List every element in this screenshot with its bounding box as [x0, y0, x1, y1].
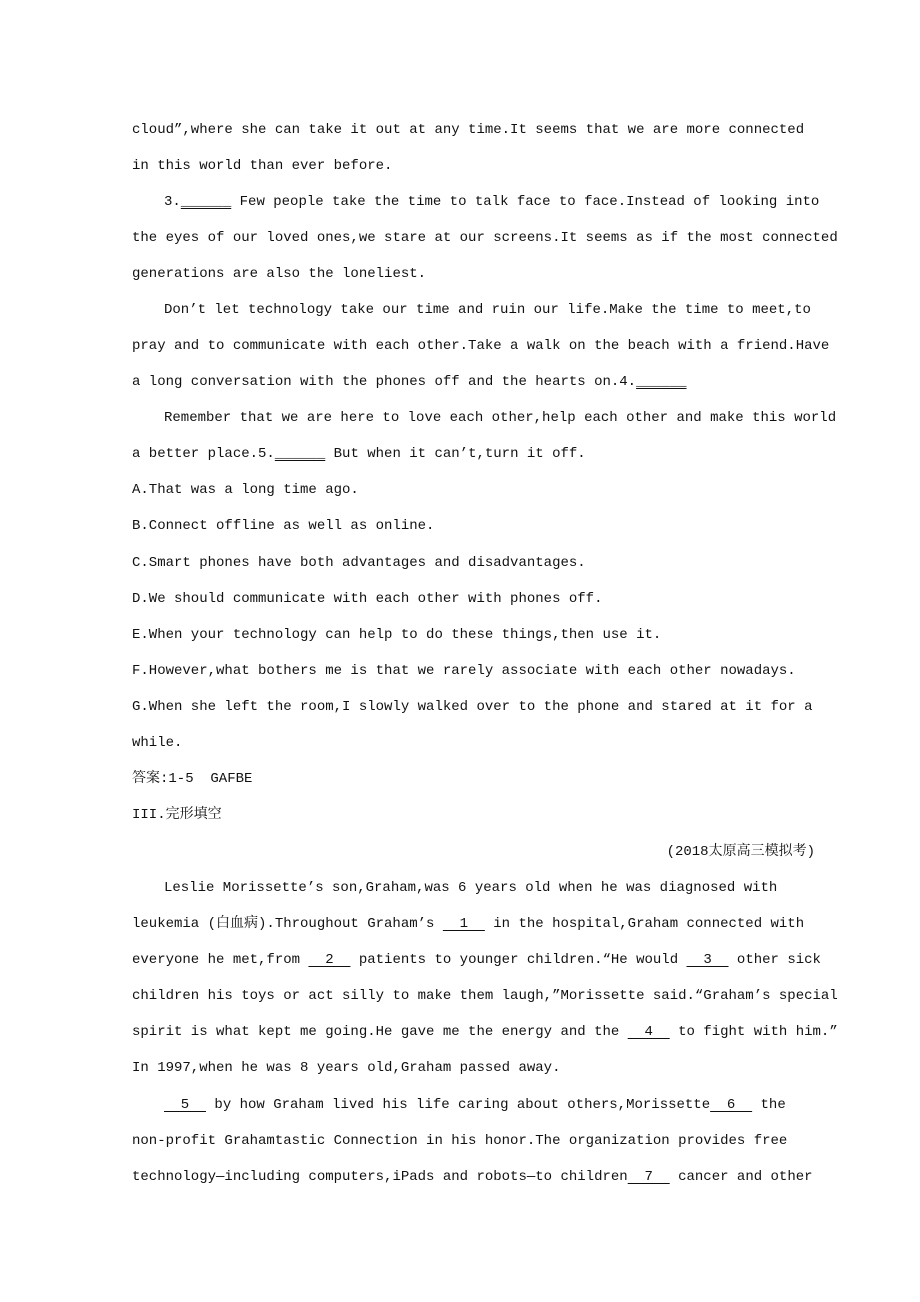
text-segment: Leslie Morissette’s son,Graham,was 6 years old when he was diagnosed with [164, 880, 778, 896]
text-line [132, 1132, 787, 1150]
text-segment: E.When your technology can help to do these things,then use it. [132, 627, 662, 643]
text-segment: A.That was a long time ago. [132, 482, 359, 498]
text-line [132, 265, 426, 283]
text-line [132, 445, 586, 463]
text-line [132, 806, 222, 824]
text-line [132, 121, 804, 139]
text-segment: D.We should communicate with each other with phones off. [132, 591, 603, 607]
text-line [164, 301, 811, 319]
text-line [164, 1096, 786, 1114]
text-line [132, 915, 804, 933]
text-segment: (2018太原高三模拟考) [666, 844, 815, 860]
text-line [132, 770, 252, 788]
answer-blank: 1 [442, 916, 485, 932]
answer-blank: 4 [627, 1024, 670, 1040]
text-segment: cancer and other [669, 1169, 813, 1185]
text-segment: everyone he met,from [132, 952, 309, 968]
text-segment: other sick [728, 952, 821, 968]
text-segment: B.Connect offline as well as online. [132, 518, 435, 534]
text-segment: children his toys or act silly to make them laugh,”Morissette said.“Graham’s special [132, 988, 838, 1004]
text-segment: the eyes of our loved ones,we stare at our screens.It seems as if the most connected [132, 230, 838, 246]
text-segment: in this world than ever before. [132, 158, 393, 174]
text-segment: patients to younger children.“He would [350, 952, 687, 968]
text-line [132, 229, 838, 247]
answer-blank: 5 [164, 1097, 207, 1113]
text-segment: III.完形填空 [132, 807, 222, 823]
text-line [132, 1023, 838, 1041]
text-segment: the [752, 1097, 786, 1113]
text-line [132, 734, 182, 752]
text-segment: to fight with him.” [669, 1024, 838, 1040]
text-segment: pray and to communicate with each other.Take a walk on the beach with a friend.Have [132, 338, 830, 354]
text-line [132, 481, 359, 499]
text-segment: Don’t let technology take our time and ruin our life.Make the time to meet,to [164, 302, 811, 318]
answer-blank: 6 [710, 1097, 753, 1113]
text-segment: Few people take the time to talk face to face.Instead of looking into [231, 194, 820, 210]
text-line [132, 1059, 560, 1077]
text-segment: leukemia (白血病).Throughout Graham’s [132, 916, 443, 932]
text-segment: non-profit Grahamtastic Connection in his honor.The organization provides free [132, 1133, 788, 1149]
text-line [164, 193, 819, 211]
text-segment: C.Smart phones have both advantages and disadvantages. [132, 555, 586, 571]
text-segment: in the hospital,Graham connected with [484, 916, 805, 932]
text-segment: generations are also the loneliest. [132, 266, 427, 282]
text-line [132, 337, 829, 355]
text-segment: But when it can’t,turn it off. [325, 446, 586, 462]
answer-blank: ______ [636, 374, 687, 390]
text-line [132, 626, 661, 644]
text-line [132, 987, 838, 1005]
text-segment: Remember that we are here to love each other,help each other and make this world [164, 410, 837, 426]
text-line [132, 517, 434, 535]
text-segment: spirit is what kept me going.He gave me the energy and the [132, 1024, 628, 1040]
text-line [132, 373, 687, 391]
text-segment: 答案:1-5 GAFBE [132, 771, 253, 787]
text-segment: by how Graham lived his life caring about others,Morissette [206, 1097, 711, 1113]
text-line [132, 1168, 813, 1186]
text-segment: In 1997,when he was 8 years old,Graham passed away. [132, 1060, 561, 1076]
answer-blank: 2 [308, 952, 351, 968]
text-line [132, 157, 392, 175]
text-segment: technology—including computers,iPads and robots—to children [132, 1169, 628, 1185]
text-line [164, 409, 836, 427]
text-line [132, 698, 813, 716]
answer-blank: ______ [180, 194, 232, 210]
text-line [132, 590, 602, 608]
answer-blank: 3 [686, 952, 729, 968]
text-segment: 3. [164, 194, 181, 210]
text-line [132, 662, 796, 680]
text-segment: F.However,what bothers me is that we rarely associate with each other nowadays. [132, 663, 796, 679]
source-note [667, 843, 815, 861]
text-segment: a long conversation with the phones off and the hearts on.4. [132, 374, 637, 390]
answer-blank: 7 [627, 1169, 670, 1185]
text-segment: a better place.5. [132, 446, 275, 462]
text-segment: G.When she left the room,I slowly walked over to the phone and stared at it for a [132, 699, 813, 715]
text-line [132, 951, 821, 969]
answer-blank: ______ [274, 446, 326, 462]
text-line [164, 879, 777, 897]
text-line [132, 554, 586, 572]
text-segment: cloud”,where she can take it out at any time.It seems that we are more connected [132, 122, 805, 138]
text-segment: while. [132, 735, 183, 751]
